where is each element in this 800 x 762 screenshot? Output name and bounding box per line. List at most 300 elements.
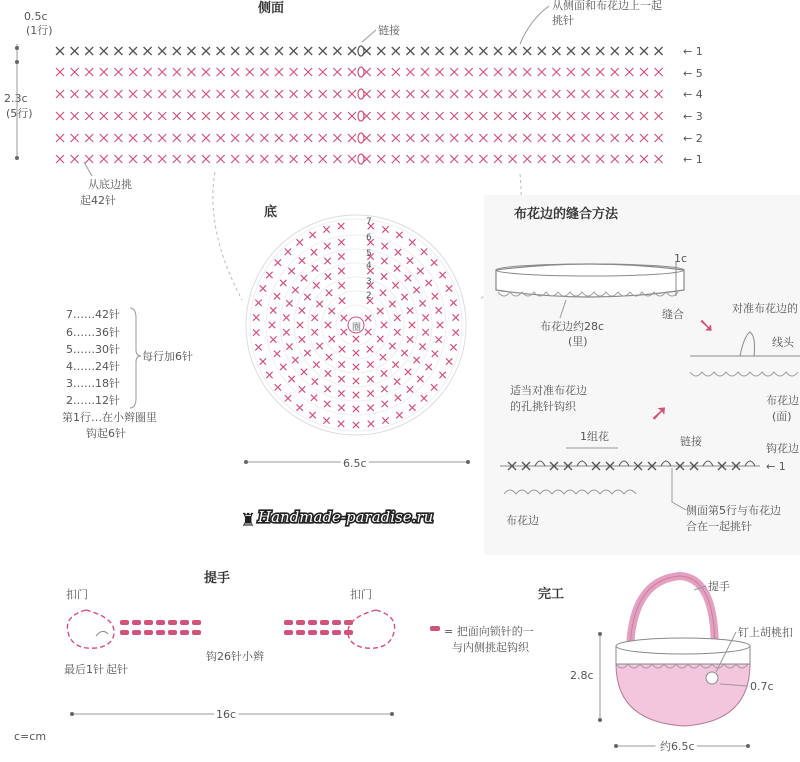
stitch-x [406, 112, 414, 120]
stitch-x [158, 47, 166, 55]
top-height-value: 0.5c [24, 10, 48, 23]
stitch-x [129, 47, 137, 55]
stitch-x [538, 47, 546, 55]
chain-stitch [308, 630, 317, 635]
stitch-x [426, 280, 432, 286]
stitch-x [311, 329, 317, 335]
stitch-x [275, 68, 283, 76]
stitch-x [465, 47, 473, 55]
chain-count-label: 钩26针小辫 [206, 650, 264, 663]
stitch-x [333, 155, 341, 163]
chain-stitch [156, 620, 165, 625]
stitch-x [450, 134, 458, 142]
lace-band-drawing [496, 262, 684, 297]
chain-stitch [344, 630, 353, 635]
stitch-x [217, 47, 225, 55]
stitch-x [275, 134, 283, 142]
stitch-x [266, 272, 272, 278]
stitch-x [299, 386, 305, 392]
stitch-x [432, 293, 438, 299]
stitch-x [338, 239, 344, 245]
stitch-x [523, 90, 531, 98]
chain-stitch [332, 620, 341, 625]
stitch-x [432, 351, 438, 357]
chain-marker [358, 133, 364, 143]
handle-title: 提手 [204, 571, 231, 586]
stitch-x [290, 47, 298, 55]
stitch-x [640, 112, 648, 120]
stitch-x [655, 90, 663, 98]
lace-chain-label: 链接 [680, 435, 702, 448]
stitch-x [144, 112, 152, 120]
stitch-x [407, 386, 413, 392]
stitch-x [348, 134, 356, 142]
stitch-x [413, 357, 419, 363]
stitch-x [158, 68, 166, 76]
stitch-x [368, 421, 374, 427]
stitch-x [567, 155, 575, 163]
stitch-x [71, 112, 79, 120]
stitch-x [392, 282, 398, 288]
start-stitch-label: 起针 [106, 663, 128, 676]
stitch-x [56, 47, 64, 55]
stitch-x [407, 257, 413, 263]
stitch-x [311, 315, 317, 321]
walnut-button-icon [706, 672, 718, 684]
stitch-x [187, 90, 195, 98]
stitch-x [419, 343, 425, 349]
round-count: 5……30针 [66, 343, 120, 356]
stitch-x [114, 134, 122, 142]
stitch-x [365, 315, 371, 321]
stitch-x [381, 322, 387, 328]
stitch-x [436, 307, 442, 313]
stitch-x [523, 155, 531, 163]
stitch-x [290, 112, 298, 120]
stitch-x [494, 90, 502, 98]
stitch-x [640, 68, 648, 76]
round-number: 5 [366, 249, 372, 259]
round-count: 3……18针 [66, 377, 120, 390]
chain-marker [358, 154, 364, 164]
stitch-x [324, 243, 330, 249]
lace-title: 布花边的缝合方法 [514, 207, 619, 222]
stitch-x [596, 47, 604, 55]
stitch-x [333, 112, 341, 120]
stitch-x [552, 134, 560, 142]
stitch-x [270, 307, 276, 313]
stitch-row [56, 154, 663, 164]
bottom-width-label: 6.5c [343, 457, 367, 470]
stitch-x [114, 90, 122, 98]
stitch-x [625, 47, 633, 55]
stitch-x [275, 155, 283, 163]
stitch-x [114, 112, 122, 120]
stitch-x [406, 47, 414, 55]
stitch-x [323, 417, 329, 423]
stitch-x [417, 376, 423, 382]
stitch-x [431, 384, 437, 390]
stitch-x [523, 134, 531, 142]
stitch-x [231, 155, 239, 163]
stitch-x [217, 68, 225, 76]
finished-width: 约6.5c [660, 740, 695, 753]
stitch-x [56, 134, 64, 142]
stitch-x [313, 361, 319, 367]
stitch-x [288, 268, 294, 274]
stitch-x [71, 47, 79, 55]
stitch-x [202, 112, 210, 120]
stitch-x [392, 47, 400, 55]
stitch-x [655, 134, 663, 142]
stitch-x [611, 90, 619, 98]
stitch-x [324, 401, 330, 407]
stitch-x [309, 412, 315, 418]
stitch-x [655, 68, 663, 76]
stitch-x [296, 239, 302, 245]
stitch-x [494, 47, 502, 55]
stitch-x [450, 90, 458, 98]
stitch-x [301, 275, 307, 281]
first-round-line1: 第1行…在小辫圈里 [62, 411, 157, 424]
stitch-x [114, 68, 122, 76]
stitch-x [173, 90, 181, 98]
stitch-x [479, 90, 487, 98]
stitch-x [129, 134, 137, 142]
chain-stitch [320, 620, 329, 625]
stitch-x [421, 134, 429, 142]
stitch-x [100, 155, 108, 163]
stitch-x [353, 422, 359, 428]
stitch-x [339, 298, 345, 304]
last-stitch-label: 最后1针 [64, 663, 104, 676]
chain-stitch [120, 620, 129, 625]
stitch-x [431, 259, 437, 265]
chain-stitch [168, 630, 177, 635]
stitch-x [582, 134, 590, 142]
body-height-value: 2.3c [4, 92, 28, 105]
stitch-x [100, 134, 108, 142]
round-count: 4……24针 [66, 360, 120, 373]
stitch-x [381, 386, 387, 392]
stitch-x [325, 370, 331, 376]
chain-stitch [296, 620, 305, 625]
stitch-x [187, 47, 195, 55]
stitch-x [231, 112, 239, 120]
pink-arrow-2: ➚ [650, 401, 669, 426]
stitch-x [260, 358, 266, 364]
lace-label: 布花边 [506, 514, 539, 527]
stitch-x [625, 112, 633, 120]
stitch-x [538, 68, 546, 76]
stitch-x [450, 68, 458, 76]
stitch-x [338, 223, 344, 229]
stitch-x [567, 90, 575, 98]
stitch-x [377, 155, 385, 163]
stitch-x [283, 329, 289, 335]
handle-length-label: 16c [216, 708, 237, 721]
stitch-row [56, 46, 663, 56]
stitch-x [446, 285, 452, 291]
stitch-x [381, 370, 387, 376]
stitch-x [450, 155, 458, 163]
stitch-x [422, 329, 428, 335]
stitch-x [246, 90, 254, 98]
chain-marker [358, 67, 364, 77]
stitch-x [231, 68, 239, 76]
stitch-x [365, 329, 371, 335]
stitch-x [217, 155, 225, 163]
stitch-x [270, 336, 276, 342]
stitch-x [367, 405, 373, 411]
stitch-x [217, 90, 225, 98]
stitch-x [582, 112, 590, 120]
center-ring-label: 圈 [352, 323, 362, 333]
stitch-x [304, 134, 312, 142]
stitch-x [144, 47, 152, 55]
stitch-x [421, 112, 429, 120]
stitch-x [353, 392, 359, 398]
stitch-x [401, 350, 407, 356]
stitch-x [85, 47, 93, 55]
stitch-x [255, 300, 261, 306]
stitch-x [421, 248, 427, 254]
stitch-x [377, 68, 385, 76]
stitch-x [283, 314, 289, 320]
stitch-x [202, 90, 210, 98]
chain-stitch [180, 630, 189, 635]
stitch-x [187, 112, 195, 120]
side-stitch-rows [56, 46, 663, 164]
stitch-x [367, 346, 373, 352]
stitch-x [509, 68, 517, 76]
thread-end-label: 线头 [772, 336, 794, 349]
stitch-x [465, 155, 473, 163]
stitch-x [253, 329, 259, 335]
stitch-x [406, 68, 414, 76]
stitch-x [338, 268, 344, 274]
legend-line2: 与内侧挑起钩织 [452, 641, 529, 654]
stitch-x [231, 90, 239, 98]
chain-marker [358, 89, 364, 99]
stitch-x [465, 68, 473, 76]
stitch-x [129, 112, 137, 120]
lace-face-side: (面) [772, 410, 792, 423]
stitch-x [394, 378, 400, 384]
stitch-x [509, 90, 517, 98]
stitch-x [299, 257, 305, 263]
stitch-x [292, 287, 298, 293]
stitch-x [158, 155, 166, 163]
stitch-x [396, 232, 402, 238]
stitch-x [100, 47, 108, 55]
stitch-x [382, 226, 388, 232]
stitch-x [367, 390, 373, 396]
stitch-x [494, 112, 502, 120]
stitch-x [401, 294, 407, 300]
row-label: ← 1 [683, 153, 703, 166]
chain-marker [358, 46, 364, 56]
stitch-x [304, 47, 312, 55]
stitch-x [377, 112, 385, 120]
stitch-x [338, 390, 344, 396]
stitch-x [304, 112, 312, 120]
row-label: ← 2 [683, 132, 703, 145]
together-note-line2: 合在一起挑针 [686, 520, 752, 533]
stitch-x [436, 90, 444, 98]
stitch-x [319, 134, 327, 142]
stitch-x [275, 47, 283, 55]
stitch-row [56, 111, 663, 121]
stitch-x [333, 134, 341, 142]
stitch-x [326, 354, 332, 360]
stitch-x [285, 248, 291, 254]
stitch-row [56, 133, 663, 143]
chain-stitch [144, 620, 153, 625]
stitch-x [100, 90, 108, 98]
stitch-x [202, 134, 210, 142]
stitch-x [319, 155, 327, 163]
stitch-x [436, 155, 444, 163]
chain-stitch [284, 620, 293, 625]
stitch-x [296, 404, 302, 410]
stitch-x [114, 155, 122, 163]
stitch-x [85, 68, 93, 76]
stitch-x [71, 134, 79, 142]
stitch-row [56, 89, 663, 99]
stitch-x [274, 293, 280, 299]
stitch-x [436, 336, 442, 342]
button-right-label: 扣门 [350, 588, 372, 601]
stitch-x [479, 155, 487, 163]
pickup-note-line2: 挑针 [552, 14, 574, 27]
stitch-x [275, 90, 283, 98]
chain-stitch [332, 630, 341, 635]
stitch-x [71, 155, 79, 163]
stitch-x [309, 232, 315, 238]
stitch-x [421, 395, 427, 401]
chain-stitch [180, 620, 189, 625]
stitch-x [173, 155, 181, 163]
stitch-x [479, 47, 487, 55]
stitch-x [324, 258, 330, 264]
lace-length-label: 布花边约28c [540, 320, 605, 333]
stitch-x [319, 112, 327, 120]
stitch-x [173, 112, 181, 120]
stitch-x [389, 301, 395, 307]
stitch-x [246, 134, 254, 142]
stitch-x [319, 90, 327, 98]
stitch-x [437, 322, 443, 328]
stitch-x [552, 68, 560, 76]
stitch-x [85, 90, 93, 98]
stitch-x [255, 344, 261, 350]
chain-stitch [344, 620, 353, 625]
stitch-x [260, 112, 268, 120]
pickup-note-line1: 从侧面和布花边上一起 [552, 0, 662, 12]
handle-legend [430, 624, 534, 654]
stitch-x [582, 68, 590, 76]
stitch-x [129, 68, 137, 76]
stitch-x [392, 68, 400, 76]
stitch-x [339, 346, 345, 352]
stitch-x [319, 47, 327, 55]
stitch-x [395, 249, 401, 255]
watermark-text: Handmade-paradise.ru [258, 508, 434, 526]
stitch-x [377, 47, 385, 55]
top-height-rows: (1行) [26, 24, 53, 37]
stitch-x [114, 47, 122, 55]
stitch-x [348, 112, 356, 120]
chain-stitch [132, 620, 141, 625]
stitch-x [392, 155, 400, 163]
stitch-x [158, 134, 166, 142]
finished-basket-drawing [616, 576, 750, 726]
stitch-x [311, 249, 317, 255]
stitch-x [100, 68, 108, 76]
stitch-x [71, 68, 79, 76]
side-title: 侧面 [258, 1, 285, 16]
stitch-x [377, 90, 385, 98]
stitch-x [417, 268, 423, 274]
align-note: 对准布花边的 [732, 302, 798, 315]
stitch-x [552, 155, 560, 163]
stitch-x [413, 287, 419, 293]
stitch-x [260, 155, 268, 163]
stitch-x [582, 155, 590, 163]
chain-stitch [192, 620, 201, 625]
round-number: 4 [366, 261, 372, 271]
stitch-x [56, 90, 64, 98]
stitch-x [421, 90, 429, 98]
stitch-x [509, 112, 517, 120]
stitch-x [353, 350, 359, 356]
hook-note-line1: 适当对准布花边 [510, 384, 587, 397]
lace-row-arrow: ← 1 [766, 460, 786, 473]
stitch-x [333, 47, 341, 55]
stitch-x [338, 405, 344, 411]
stitch-x [596, 68, 604, 76]
stitch-x [129, 90, 137, 98]
stitch-x [465, 90, 473, 98]
stitch-x [280, 280, 286, 286]
stitch-x [333, 68, 341, 76]
stitch-x [316, 301, 322, 307]
stitch-x [286, 343, 292, 349]
stitch-x [353, 406, 359, 412]
stitch-x [396, 412, 402, 418]
stitch-x [129, 155, 137, 163]
stitch-x [290, 134, 298, 142]
stitch-x [260, 90, 268, 98]
stitch-x [377, 134, 385, 142]
stitch-x [288, 376, 294, 382]
stitch-x [392, 361, 398, 367]
stitch-x [338, 282, 344, 288]
stitch-x [407, 336, 413, 342]
stitch-x [509, 47, 517, 55]
stitch-x [395, 395, 401, 401]
lace-face-label: 布花边 [766, 394, 799, 407]
stitch-x [187, 68, 195, 76]
stitch-x [202, 68, 210, 76]
stitch-x [407, 307, 413, 313]
stitch-x [280, 364, 286, 370]
stitch-x [523, 112, 531, 120]
stitch-x [353, 378, 359, 384]
legend-line1: = 把面向锁针的一 [444, 625, 534, 638]
row-label: ← 4 [683, 88, 703, 101]
